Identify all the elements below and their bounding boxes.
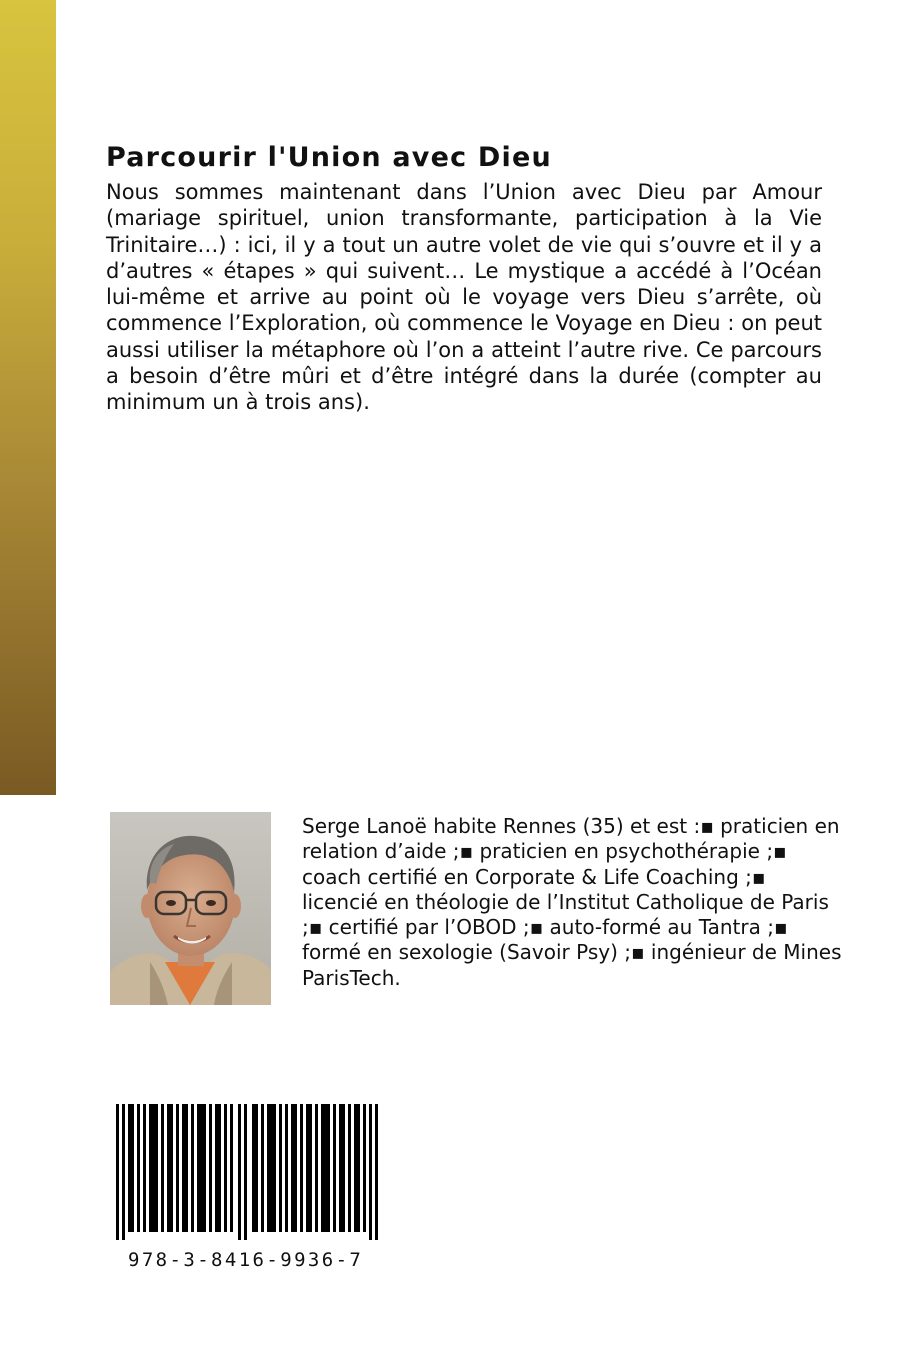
book-title: Parcourir l'Union avec Dieu [106,142,552,173]
gold-side-band [0,0,56,795]
isbn-barcode [116,1104,378,1240]
back-cover-blurb: Nous sommes maintenant dans l’Union avec Dieu par Amour (mariage spirituel, union transformante, participation à la Vie Trinitaire…) : ici, il y a tout un autre volet de vie qui s’ouvre et il y a d’autres « étapes » qui suivent… Le mystique a accédé à l’Océan lui-même et arrive au point où le voyage vers Dieu s’arrête, où commence l’Exploration, où commence le Voyage en Dieu : on peut aussi utiliser la métaphore où l’on a atteint l’autre rive. Ce parcours a besoin d’être mûri et d’être intégré dans la durée (compter au minimum un à trois ans). [106,180,822,415]
author-bio: Serge Lanoë habite Rennes (35) et est :▪ praticien en relation d’aide ;▪ praticien en psychothérapie ;▪ coach certifié en Corporate & Life Coaching ;▪ licencié en théologie de l’Institut Catholique de Paris ;▪ certifié par l’OBOD ;▪ auto-formé au Tantra ;▪ formé en sexologie (Savoir Psy) ;▪ ingénieur de Mines ParisTech. [302,814,842,990]
author-portrait-icon [110,812,271,1005]
isbn-number: 978-3-8416-9936-7 [128,1249,364,1271]
author-photo [110,812,271,1005]
